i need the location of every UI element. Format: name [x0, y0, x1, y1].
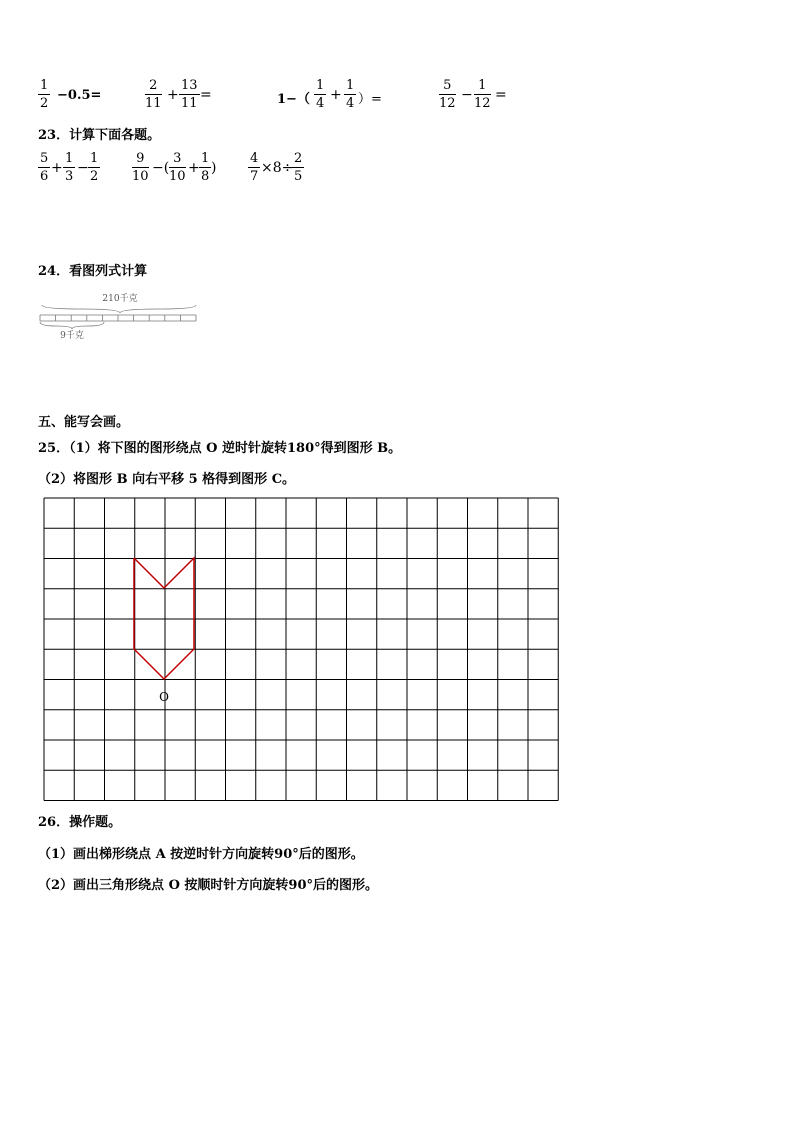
- fraction: 13 11: [181, 78, 198, 111]
- section-5-title: 五、能写会画。: [38, 415, 130, 430]
- point-o-label: O: [159, 690, 169, 704]
- fraction: 1 2: [90, 151, 99, 184]
- expr-mid: ×8÷: [261, 160, 294, 176]
- operator: +: [188, 160, 200, 176]
- fraction: 4 7: [250, 151, 259, 184]
- fraction: 1 3: [65, 151, 74, 184]
- question-25-line-1: 25．（1）将下图的图形绕点 O 逆时针旋转180°得到图形 B。: [38, 441, 402, 456]
- expr-tail: −0.5=: [57, 88, 102, 103]
- close-paren: ): [211, 160, 217, 176]
- question-24-title: 24．看图列式计算: [38, 264, 148, 279]
- operator: −: [77, 160, 89, 176]
- question-26-line-1: （1）画出梯形绕点 A 按逆时针方向旋转90°后的图形。: [38, 847, 364, 862]
- question-26-title: 26．操作题。: [38, 815, 122, 830]
- operator: −(: [152, 160, 170, 176]
- operator: −: [461, 87, 473, 103]
- fraction: 9 10: [132, 151, 149, 184]
- bottom-label: 9千克: [60, 331, 84, 341]
- fraction: 1 2: [40, 78, 49, 111]
- fraction: 3 10: [169, 151, 186, 184]
- fraction: 2 5: [294, 151, 303, 184]
- fraction: 1 8: [201, 151, 210, 184]
- equals: =: [495, 87, 507, 103]
- question-23-title: 23．计算下面各题。: [38, 128, 161, 143]
- fraction: 5 6: [40, 151, 49, 184]
- fraction: 1 4: [316, 78, 325, 111]
- fraction: 1 4: [346, 78, 355, 111]
- top-label: 210千克: [102, 294, 138, 304]
- fraction: 1 12: [474, 78, 491, 111]
- fraction: 2 11: [145, 78, 162, 111]
- expr-tail: ）=: [358, 92, 382, 107]
- operator: +: [167, 87, 179, 103]
- question-25-line-2: （2）将图形 B 向右平移 5 格得到图形 C。: [38, 472, 296, 487]
- square-grid: [44, 498, 558, 801]
- expr-lead: 1−（: [277, 92, 310, 107]
- operator: +: [330, 87, 342, 103]
- question-26-line-2: （2）画出三角形绕点 O 按顺时针方向旋转90°后的图形。: [38, 878, 379, 893]
- operator: +: [51, 160, 63, 176]
- equals: =: [200, 87, 212, 103]
- fraction: 5 12: [439, 78, 456, 111]
